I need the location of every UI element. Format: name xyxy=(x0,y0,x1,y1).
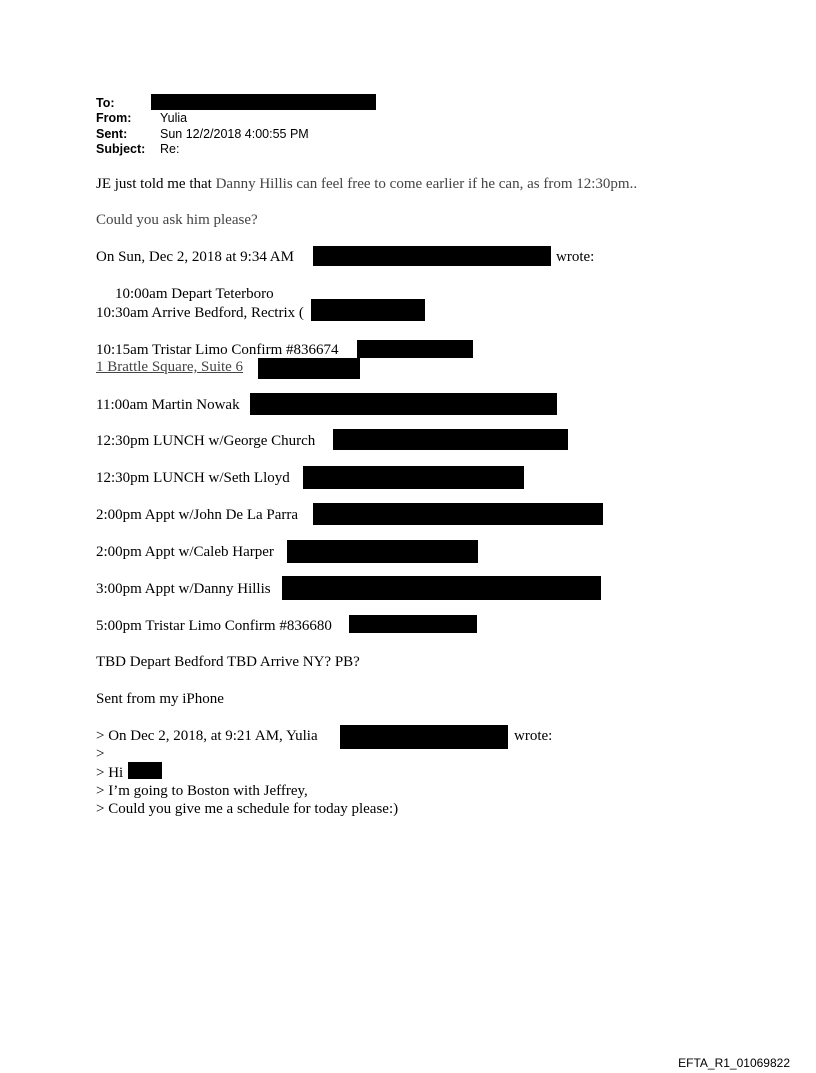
address-link[interactable]: 1 Brattle Square, Suite 6 xyxy=(96,359,244,375)
header-from xyxy=(96,111,187,126)
quote-line-1-tail: wrote: xyxy=(514,728,553,744)
message-line-1-rest: Danny Hillis can feel free to come earlier if he can, as from 12:30pm.. xyxy=(215,176,638,192)
schedule-john-de-la-parra: 2:00pm Appt w/John De La Parra xyxy=(96,507,299,523)
quote-line-1: > On Dec 2, 2018, at 9:21 AM, Yulia xyxy=(96,728,318,744)
redaction-box xyxy=(357,340,473,358)
redaction-box xyxy=(313,503,603,525)
schedule-depart-teterboro: 10:00am Depart Teterboro xyxy=(115,286,274,302)
sent-label: Sent: xyxy=(96,127,128,141)
redaction-box xyxy=(311,299,425,321)
schedule-limo-2: 5:00pm Tristar Limo Confirm #836680 xyxy=(96,618,332,634)
redaction-box xyxy=(151,94,376,110)
document-id: EFTA_R1_01069822 xyxy=(678,1056,790,1070)
schedule-limo-1: 10:15am Tristar Limo Confirm #836674 xyxy=(96,342,339,358)
from-value: Yulia xyxy=(160,111,188,125)
from-label: From: xyxy=(96,111,132,125)
quote-line-3: > Hi xyxy=(96,765,124,781)
header-subject xyxy=(96,142,179,157)
quote-line-5: > Could you give me a schedule for today please:) xyxy=(96,801,399,817)
redaction-box xyxy=(128,762,162,779)
redaction-box xyxy=(333,429,568,450)
sent-value: Sun 12/2/2018 4:00:55 PM xyxy=(160,127,309,141)
message-line-1 xyxy=(96,175,637,193)
schedule-george-church: 12:30pm LUNCH w/George Church xyxy=(96,433,316,449)
quoted-intro: On Sun, Dec 2, 2018 at 9:34 AM xyxy=(96,249,294,265)
quoted-intro-tail: wrote: xyxy=(556,249,595,265)
quote-line-2: > xyxy=(96,746,105,762)
schedule-danny-hillis: 3:00pm Appt w/Danny Hillis xyxy=(96,581,271,597)
quote-line-4: > I’m going to Boston with Jeffrey, xyxy=(96,783,308,799)
schedule-arrive-bedford: 10:30am Arrive Bedford, Rectrix ( xyxy=(96,305,304,321)
redaction-box xyxy=(250,393,557,415)
redaction-box xyxy=(303,466,524,489)
header-sent xyxy=(96,127,309,142)
message-line-2: Could you ask him please? xyxy=(96,212,258,228)
signature: Sent from my iPhone xyxy=(96,691,224,707)
redaction-box xyxy=(287,540,478,563)
redaction-box xyxy=(349,615,477,633)
redaction-box xyxy=(340,725,508,749)
message-line-1-prefix: JE just told me that xyxy=(96,176,216,192)
subject-value: Re: xyxy=(160,142,180,156)
redaction-box xyxy=(313,246,551,266)
schedule-martin-nowak: 11:00am Martin Nowak xyxy=(96,397,240,413)
subject-label: Subject: xyxy=(96,142,146,156)
redaction-box xyxy=(282,576,601,600)
redaction-box xyxy=(258,358,360,379)
schedule-tbd: TBD Depart Bedford TBD Arrive NY? PB? xyxy=(96,654,360,670)
schedule-caleb-harper: 2:00pm Appt w/Caleb Harper xyxy=(96,544,274,560)
schedule-seth-lloyd: 12:30pm LUNCH w/Seth Lloyd xyxy=(96,470,290,486)
to-label: To: xyxy=(96,96,115,110)
